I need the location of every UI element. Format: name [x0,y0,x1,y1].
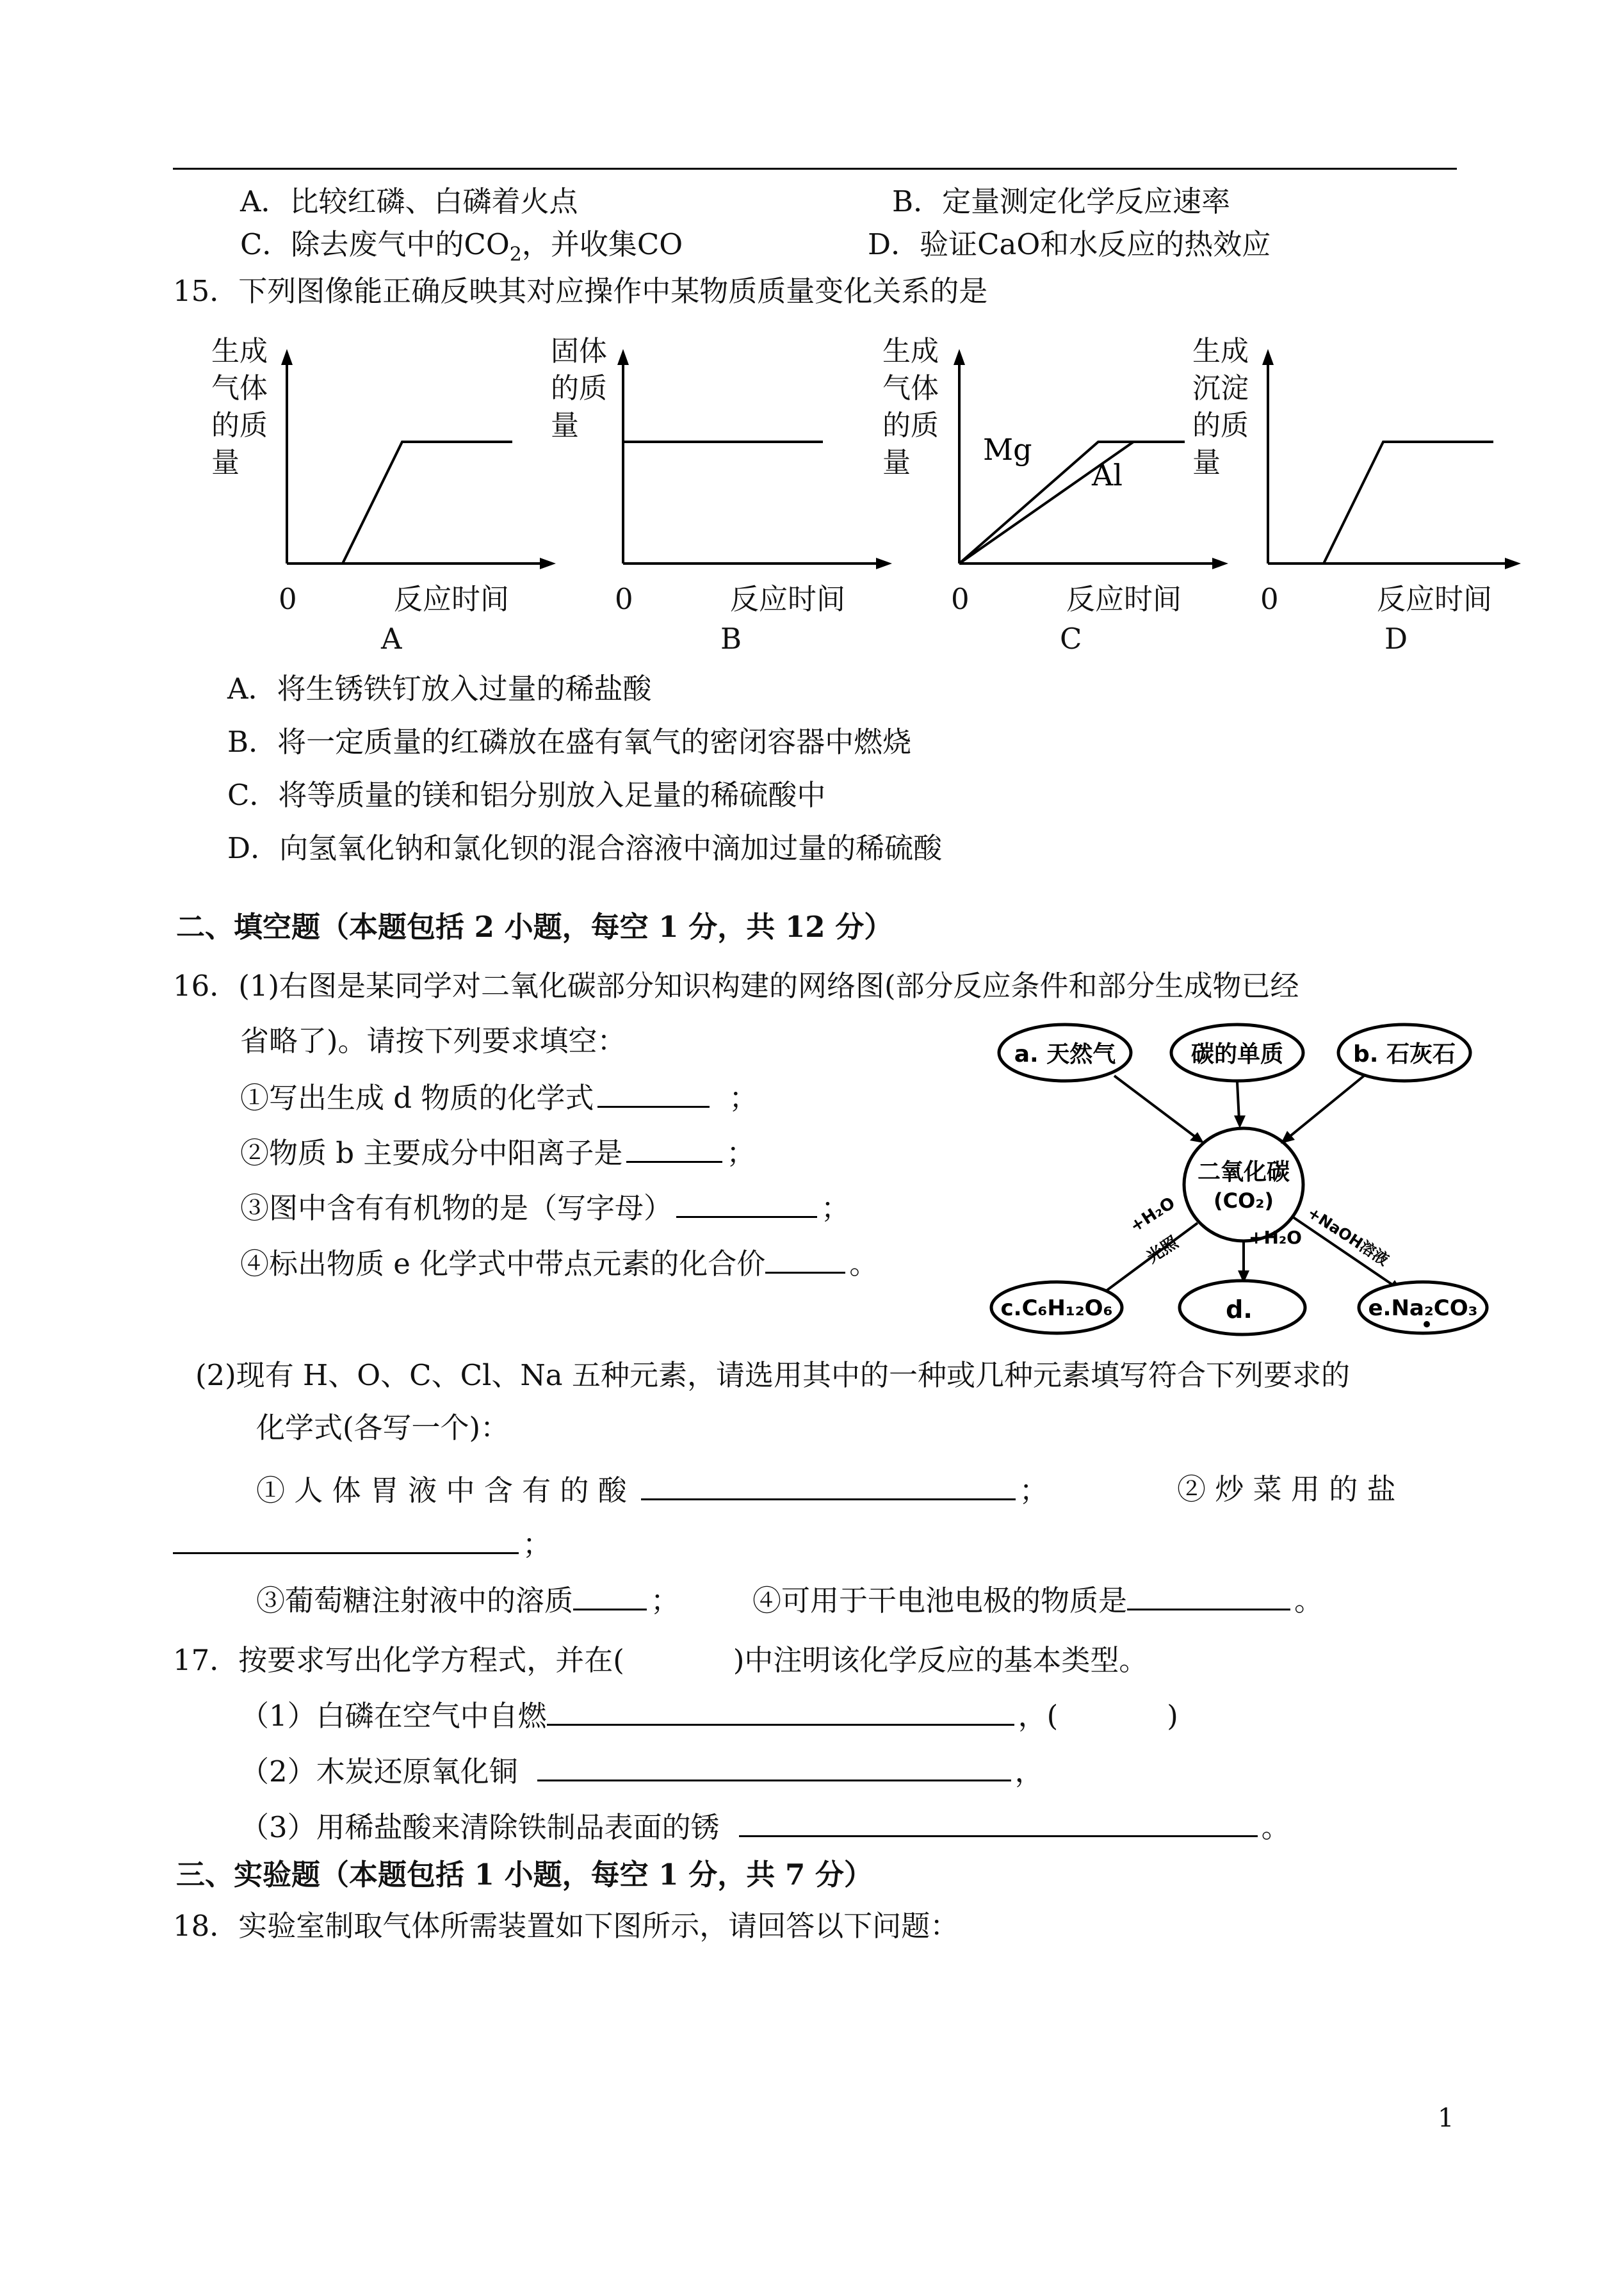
graph-a-y-arrow [281,349,293,365]
graph-b-xlabel: 反应时间 [730,582,846,616]
graph-c-series-mg: Mg [983,432,1032,467]
q17-item-3: （3）用稀盐酸来清除铁制品表面的锈 。 [240,1807,1290,1847]
q16-p2-s4: ④可用于干电池电极的物质是 。 [752,1580,1323,1620]
graph-a-letter: A [381,622,402,656]
svg-text:c.C₆H₁₂O₆: c.C₆H₁₂O₆ [1000,1295,1113,1321]
q15-option-c: C．将等质量的镁和铝分别放入足量的稀硫酸中 [227,778,826,812]
graph-d-x-arrow [1505,558,1521,569]
graph-d-xlabel: 反应时间 [1377,582,1493,616]
q14-option-d: D．验证CaO和水反应的热效应 [868,227,1271,261]
q16-p2-line2: 化学式(各写一个)： [256,1411,510,1445]
graph-d-letter: D [1384,622,1408,656]
q15-option-b: B．将一定质量的红磷放在盛有氧气的密闭容器中燃烧 [227,725,912,759]
graph-d-origin: 0 [1260,582,1279,616]
blank-9 [547,1696,1014,1726]
section-3-title: 三、实验题（本题包括 1 小题，每空 1 分，共 7 分） [176,1858,873,1892]
graph-b-y-arrow [617,349,629,365]
graph-a-xlabel: 反应时间 [394,582,510,616]
q14-option-b: B．定量测定化学反应速率 [892,184,1231,218]
graph-c-ylabel: 生成 气体 的质 量 [882,335,939,479]
blank-10 [537,1751,1011,1781]
svg-text:a. 天然气: a. 天然气 [1014,1041,1116,1067]
svg-text:+NaOH溶液: +NaOH溶液 [1304,1203,1392,1269]
svg-text:e.Na₂CO₃: e.Na₂CO₃ [1368,1295,1478,1321]
q16-line2: 省略了)。请按下列要求填空： [240,1024,626,1058]
q15-stem: 15．下列图像能正确反映其对应操作中某物质质量变化关系的是 [173,274,988,308]
graph-d-y-arrow [1262,349,1274,365]
q16-sub2: ②物质 b 主要成分中阳离子是 ； [240,1133,755,1172]
svg-text:+H₂O: +H₂O [1126,1193,1179,1237]
graph-c-x-arrow [1212,558,1228,569]
q16-p2-s2-cont: ； [173,1524,551,1564]
q14-option-c: C．除去废气中的$CO_2$，并收集CO [240,227,683,266]
emphasis-dot [1424,1321,1430,1327]
q16-sub3: ③图中含有有机物的是（写字母） ； [240,1188,850,1228]
graph-c-y-arrow [954,349,965,365]
section-2-title: 二、填空题（本题包括 2 小题，每空 1 分，共 12 分） [176,910,893,944]
graph-a-plot [275,346,557,576]
blank-5 [641,1470,1016,1500]
q15-option-a: A．将生锈铁钉放入过量的稀盐酸 [227,672,652,706]
q15-option-d: D．向氢氧化钠和氯化钡的混合溶液中滴加过量的稀硫酸 [227,831,943,865]
graph-c-plot [948,346,1230,576]
graph-d-plot [1256,346,1525,576]
q17-stem: 17．按要求写出化学方程式，并在( )中注明该化学反应的基本类型。 [173,1643,1148,1677]
blank-8 [1127,1580,1290,1610]
graph-b-ylabel: 固体 的质 量 [551,335,607,442]
graph-a-x-arrow [540,558,556,569]
header-rule [173,168,1457,170]
blank-6 [173,1524,519,1554]
q16-p2-s2: ② 炒 菜 用 的 盐 [1177,1472,1396,1506]
graph-b-letter: B [720,622,742,656]
page-number: 1 [1438,2104,1454,2133]
q16-p2-line1: (2)现有 H、O、C、Cl、Na 五种元素，请选用其中的一种或几种元素填写符合下列要求的 [195,1358,1350,1392]
blank-7 [573,1580,647,1610]
graph-c-letter: C [1060,622,1082,656]
blank-4 [765,1244,845,1274]
q16-p2-s3: ③葡萄糖注射液中的溶质 ； [256,1580,679,1620]
blank-3 [676,1188,817,1218]
q17-item-1: （1）白磷在空气中自燃 ，( ) [240,1696,1178,1735]
graph-b-x-arrow [876,558,892,569]
q16-sub1: ①写出生成 d 物质的化学式 ； [240,1078,758,1117]
graph-a-curve [343,442,512,564]
graph-c-xlabel: 反应时间 [1066,582,1182,616]
svg-text:d.: d. [1226,1295,1253,1324]
q16-line1: 16．(1)右图是某同学对二氧化碳部分知识构建的网络图(部分反应条件和部分生成物已经 [173,969,1299,1003]
blank-11 [739,1807,1258,1837]
svg-text:二氧化碳: 二氧化碳 [1197,1159,1290,1185]
svg-text:b. 石灰石: b. 石灰石 [1353,1041,1456,1067]
svg-text:(CO₂): (CO₂) [1214,1188,1274,1213]
svg-text:碳的单质: 碳的单质 [1190,1041,1284,1067]
graph-b-plot [612,346,893,576]
blank-1 [597,1078,710,1108]
graph-a-origin: 0 [279,582,297,616]
q18-stem: 18．实验室制取气体所需装置如下图所示，请回答以下问题： [173,1909,959,1943]
graph-c-series-al: Al [1092,458,1123,492]
co2-network-diagram [986,1012,1498,1338]
q16-p2-s1: ① 人 体 胃 液 中 含 有 的 酸 ； [256,1470,1048,1510]
svg-text:+H₂O: +H₂O [1249,1227,1302,1248]
graph-a-ylabel: 生成 气体 的质 量 [211,335,268,479]
graph-d-ylabel: 生成 沉淀 的质 量 [1192,335,1249,479]
graph-c-origin: 0 [951,582,970,616]
graph-d-curve [1324,442,1493,564]
blank-2 [626,1133,722,1163]
graph-b-origin: 0 [615,582,633,616]
q17-item-2: （2）木炭还原氧化铜 ， [240,1751,1044,1791]
q14-option-a: A．比较红磷、白磷着火点 [240,184,578,218]
q16-sub4: ④标出物质 e 化学式中带点元素的化合价 。 [240,1244,878,1283]
svg-text:光照: 光照 [1143,1233,1182,1267]
